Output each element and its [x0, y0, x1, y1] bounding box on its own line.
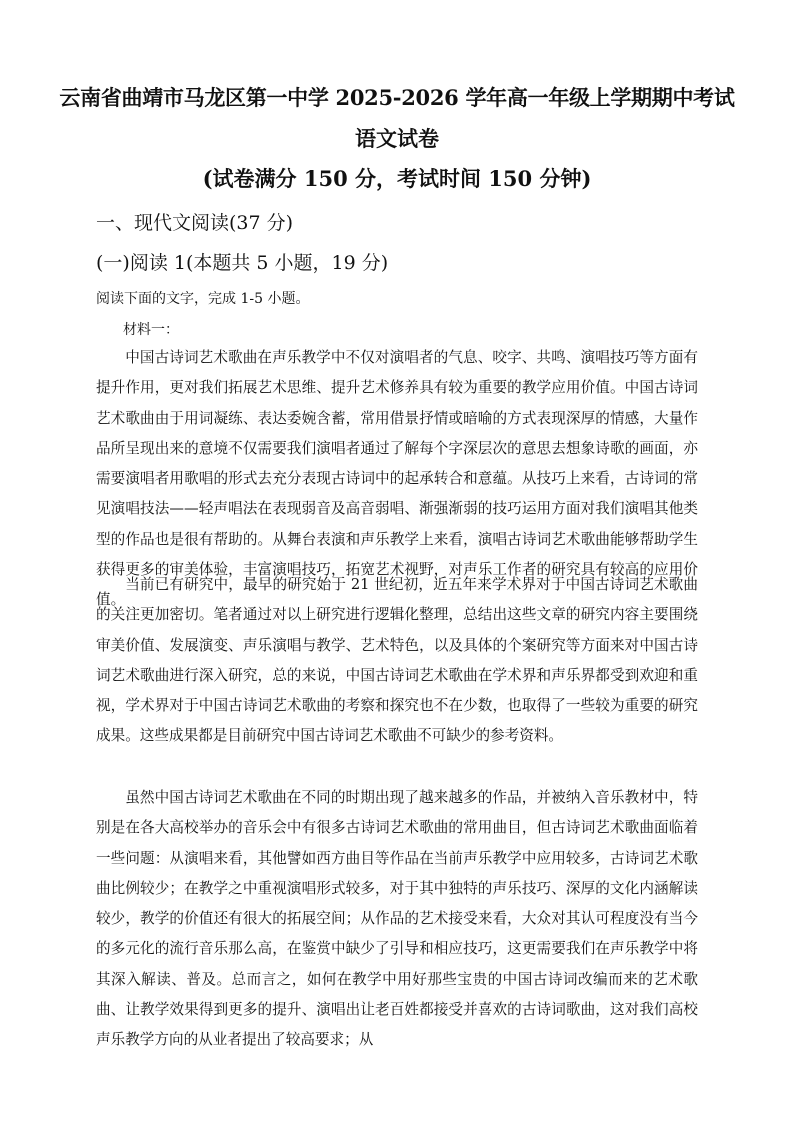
paragraph-2: 当前已有研究中，最早的研究始于 21 世纪初，近五年来学术界对于中国古诗词艺术歌曲的关注更加密切。笔者通过对以上研究进行逻辑化整理，总结出这些文章的研究内容主要围绕审美价值、发展演变、声乐演唱与教学、艺术特色，以及具体的个案研究等方面来对中国古诗词艺术歌曲进行深入研究，总的来说，中国古诗词艺术歌曲在学术界和声乐界都受到欢迎和重视，学术界对于中国古诗词艺术歌曲的考察和探究也不在少数，也取得了一些较为重要的研究成果。这些成果都是目前研究中国古诗词艺术歌曲不可缺少的参考资料。 [96, 576, 698, 745]
material-label: 材料一： [123, 322, 179, 338]
paragraph-1: 中国古诗词艺术歌曲在声乐教学中不仅对演唱者的气息、咬字、共鸣、演唱技巧等方面有提升作用，更对我们拓展艺术思维、提升艺术修养具有较为重要的教学应用价值。中国古诗词艺术歌曲由于用词凝练、表达委婉含蓄，常用借景抒情或暗喻的方式表现深厚的情感，大量作品所呈现出来的意境不仅需要我们演唱者通过了解每个字深层次的意思去想象诗歌的画面，亦需要演唱者用歌唱的形式去充分表现古诗词中的起承转合和意蕴。从技巧上来看，古诗词的常见演唱技法——轻声唱法在表现弱音及高音弱唱、渐强渐弱的技巧运用方面对我们演唱其他类型的作品也是很有帮助的。从舞台表演和声乐教学上来看，演唱古诗词艺术歌曲能够帮助学生获得更多的审美体验，丰富演唱技巧，拓宽艺术视野，对声乐工作者的研究具有较高的应用价值。 [96, 349, 698, 609]
paragraph-3: 虽然中国古诗词艺术歌曲在不同的时期出现了越来越多的作品，并被纳入音乐教材中，特别是在各大高校举办的音乐会中有很多古诗词艺术歌曲的常用曲目，但古诗词艺术歌曲面临着一些问题：从演唱来看，其他譬如西方曲目等作品在当前声乐教学中应用较多，古诗词艺术歌曲比例较少；在教学之中重视演唱形式较多，对于其中独特的声乐技巧、深厚的文化内涵解读较少，教学的价值还有很大的拓展空间；从作品的艺术接受来看，大众对其认可程度没有当今的多元化的流行音乐那么高，在鉴赏中缺少了引导和相应技巧，这更需要我们在声乐教学中将其深入解读、普及。总而言之，如何在教学中用好那些宝贵的中国古诗词改编而来的艺术歌曲、让教学效果得到更多的提升、演唱出让老百姓都接受并喜欢的古诗词歌曲，这对我们高校声乐教学方向的从业者提出了较高要求；从 [96, 789, 698, 1049]
subsection-heading: (一)阅读 1(本题共 5 小题，19 分) [96, 252, 389, 274]
section-heading: 一、现代文阅读(37 分) [96, 212, 294, 234]
exam-subject: 语文试卷 [355, 126, 439, 151]
reading-instruction: 阅读下面的文字，完成 1-5 小题。 [96, 291, 310, 307]
exam-score-time: (试卷满分 150 分，考试时间 150 分钟) [202, 166, 592, 191]
exam-title: 云南省曲靖市马龙区第一中学 2025-2026 学年高一年级上学期期中考试 [59, 85, 735, 110]
